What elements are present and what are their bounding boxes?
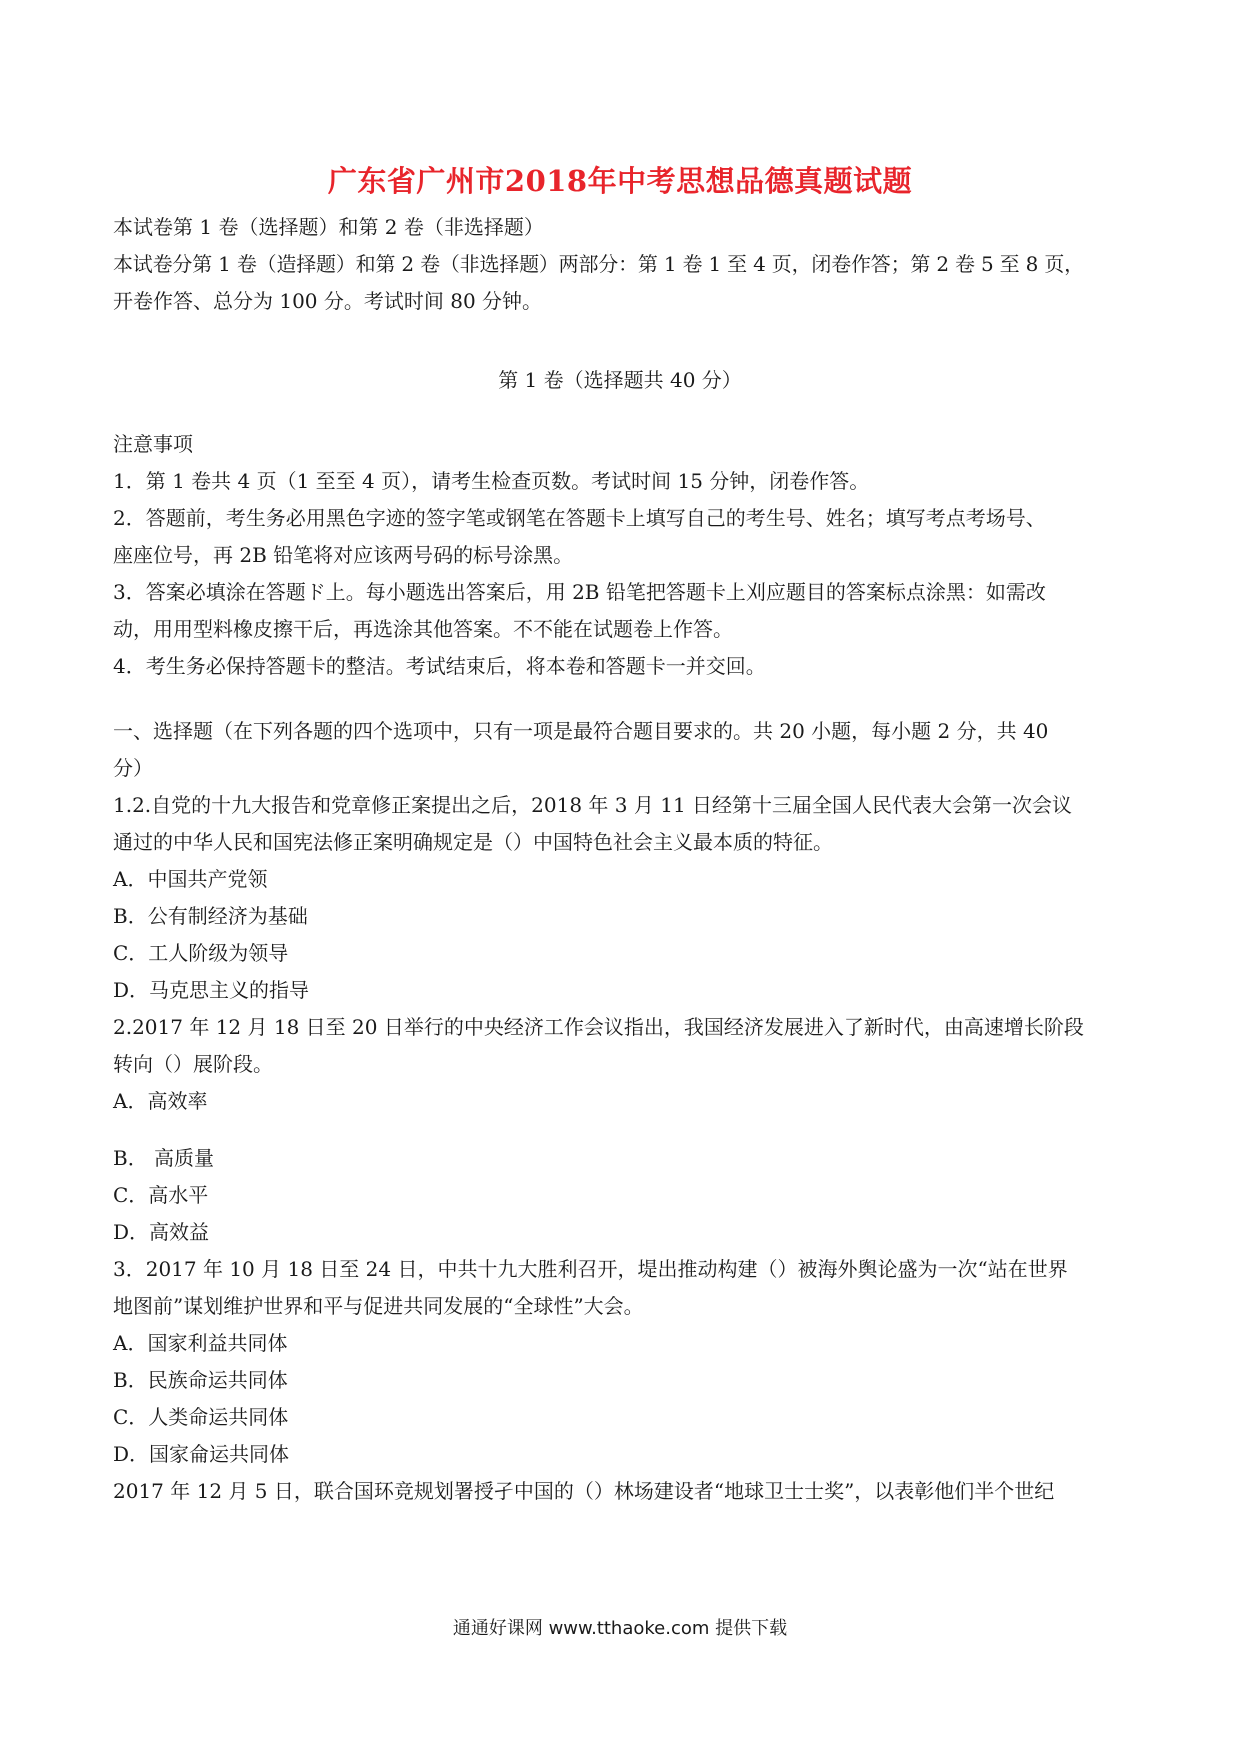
answer-option: D．马克思主义的指导 xyxy=(113,978,310,1002)
intro-line: 开卷作答、总分为 100 分。考试时间 80 分钟。 xyxy=(113,289,543,313)
answer-option: C．工人阶级为领导 xyxy=(113,941,289,965)
intro-block xyxy=(113,209,1133,320)
notes-block xyxy=(113,426,1133,685)
question-stem: 3．2017 年 10 月 18 日至 24 日，中共十九大胜利召开，堤出推动构建（）被海外舆论盛为一次“站在世界 xyxy=(113,1257,1068,1281)
notes-line: 4．考生务必保持答题卡的整洁。考试结束后，将本卷和答题卡一并交回。 xyxy=(113,654,766,678)
answer-option: B．公有制经济为基础 xyxy=(113,904,308,928)
notes-line: 2．答题前，考生务必用黑色字迹的签字笔或钢笔在答题卡上填写自己的考生号、姓名；填写考点考场号、 xyxy=(113,506,1046,530)
question-stem: 1.2.自党的十九大报告和党章修正案提出之后，2018 年 3 月 11 日经第十三届全国人民代表大会第一次会议 xyxy=(113,793,1073,817)
intro-line: 本试卷分第 1 卷（造择题）和第 2 卷（非选择题）两部分：第 1 卷 1 至 4 页，闭卷作答；第 2 卷 5 至 8 页， xyxy=(113,252,1084,276)
answer-option: D．高效益 xyxy=(113,1220,210,1244)
notes-line: 座座位号，再 2B 铅笔将对应该两号码的标号涂黑。 xyxy=(113,543,574,567)
page-title: 广东省广州市2018年中考思想品德真题试题 xyxy=(327,164,913,198)
section-heading: 一、选择题（在下列各题的四个选项中，只有一项是最符合题目要求的。共 20 小题，每小题 2 分，共 40 xyxy=(113,719,1049,743)
question-stem: 2017 年 12 月 5 日，联合国环竞规划署授孑中国的（）林场建设者“地球卫士士奖”，以表彰他们半个世纪 xyxy=(113,1479,1055,1503)
section-heading: 分） xyxy=(113,756,153,780)
notes-line: 3．答案必填涂在答题ド上。每小题选出答案后，用 2B 铅笔把答题卡上刈应题目的答案标点涂黑：如需改 xyxy=(113,580,1046,604)
section-title: 第 1 卷（选择题共 40 分） xyxy=(498,368,742,392)
answer-option: C．高水平 xyxy=(113,1183,209,1207)
answer-option: A．国家利益共同体 xyxy=(113,1331,288,1355)
questions-block xyxy=(113,713,1133,1510)
answer-option: B．民族命运共同体 xyxy=(113,1368,288,1392)
answer-option: A．中国共产党领 xyxy=(113,867,268,891)
intro-line: 本试卷第 1 卷（选择题）和第 2 卷（非选择题） xyxy=(113,215,544,239)
question-stem: 2.2017 年 12 月 18 日至 20 日举行的中央经济工作会议指出，我国经济发展进入了新时代，由高速增长阶段 xyxy=(113,1015,1084,1039)
question-stem: 地图前”谋划维护世界和平与促进共同发展的“全球性”大会。 xyxy=(113,1294,644,1318)
answer-option: D．国家侖运共同体 xyxy=(113,1442,290,1466)
question-stem: 转向（）展阶段。 xyxy=(113,1052,273,1076)
answer-option: B． 高质量 xyxy=(113,1146,215,1170)
answer-option: A．高效率 xyxy=(113,1089,208,1113)
page-footer: 通通好课网 www.tthaoke.com 提供下载 xyxy=(452,1618,788,1639)
notes-line: 动，用用型料橡皮擦干后，再选涂其他答案。不不能在试题卷上作答。 xyxy=(113,617,733,641)
notes-line: 1．第 1 卷共 4 页（1 至至 4 页），请考生检查页数。考试时间 15 分钟，闭卷作答。 xyxy=(113,469,870,493)
question-stem: 通过的中华人民和国宪法修正案明确规定是（）中国特色社会主义最本质的特征。 xyxy=(113,830,833,854)
answer-option: C．人类命运共同体 xyxy=(113,1405,289,1429)
notes-heading: 注意事项 xyxy=(113,432,193,456)
